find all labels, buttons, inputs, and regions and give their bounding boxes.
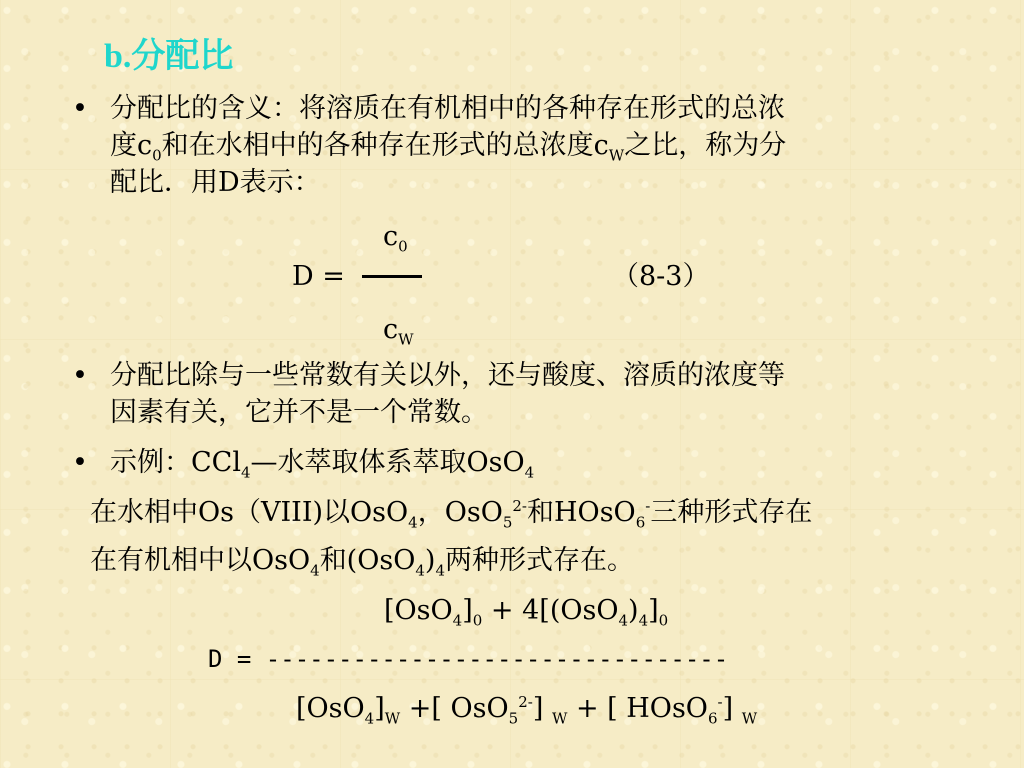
text: 之比，称为分 bbox=[624, 130, 787, 161]
text: 度c bbox=[110, 130, 153, 161]
subscript: W bbox=[398, 330, 414, 349]
definition-line-1: 分配比的含义：将溶质在有机相中的各种存在形式的总浓 bbox=[110, 93, 785, 124]
organic-phase-line bbox=[90, 542, 634, 579]
text: + 4[(OsO bbox=[482, 595, 619, 626]
subscript: 0 bbox=[398, 237, 408, 256]
text: ] bbox=[532, 693, 552, 724]
eq2-denominator bbox=[296, 690, 757, 727]
subscript: W bbox=[608, 146, 625, 165]
eq1-lhs: D = bbox=[292, 261, 345, 292]
text: 和HOsO bbox=[527, 497, 636, 528]
bullet-definition bbox=[110, 90, 990, 201]
bullet-example bbox=[110, 444, 990, 481]
subscript: 4 bbox=[638, 611, 649, 630]
eq2-lhs-with-bar: D = -------------------------------- bbox=[208, 645, 729, 673]
subscript: 4 bbox=[240, 463, 251, 482]
definition-line-3: 配比．用D表示： bbox=[110, 167, 321, 198]
subscript: 6 bbox=[635, 513, 646, 532]
text: ] bbox=[722, 693, 742, 724]
text: 和(OsO bbox=[319, 545, 416, 576]
text: 和在水相中的各种存在形式的总浓度c bbox=[161, 130, 609, 161]
slide-title bbox=[104, 28, 233, 77]
text: c bbox=[383, 314, 399, 345]
subscript: 0 bbox=[658, 611, 669, 630]
subscript: 4 bbox=[310, 561, 320, 580]
text: [OsO bbox=[384, 595, 453, 626]
bullet-dot: • bbox=[72, 93, 88, 124]
subscript: 4 bbox=[415, 561, 425, 580]
definition-line-2 bbox=[110, 127, 990, 164]
text: 示例：CCl bbox=[110, 447, 241, 478]
superscript: 2- bbox=[518, 693, 533, 711]
bullet-dependence bbox=[110, 357, 990, 431]
text: 两种形式存在。 bbox=[445, 545, 634, 576]
bullet-dot: • bbox=[72, 360, 88, 391]
text: 在水相中Os（VIII)以OsO bbox=[90, 497, 409, 528]
eq2-numerator bbox=[384, 592, 668, 629]
superscript: - bbox=[645, 497, 651, 515]
eq1-numerator bbox=[383, 218, 408, 255]
aqueous-phase-line bbox=[90, 494, 812, 531]
superscript: - bbox=[717, 693, 723, 711]
text: c bbox=[383, 221, 399, 252]
text: 三种形式存在 bbox=[650, 497, 813, 528]
bullet-dot: • bbox=[72, 447, 88, 478]
text: ] bbox=[462, 595, 473, 626]
subscript: 4 bbox=[408, 513, 418, 532]
dependence-line-1: 分配比除与一些常数有关以外，还与酸度、溶质的浓度等 bbox=[110, 360, 785, 391]
text: +[ OsO bbox=[400, 693, 509, 724]
text: ] bbox=[648, 595, 659, 626]
text: [OsO bbox=[296, 693, 365, 724]
subscript: 0 bbox=[472, 611, 483, 630]
eq1-label: （8-3） bbox=[612, 261, 710, 292]
text: ] bbox=[374, 693, 385, 724]
text: —水萃取体系萃取OsO bbox=[250, 447, 525, 478]
subscript: W bbox=[741, 709, 758, 728]
eq1-fraction-bar bbox=[362, 275, 422, 278]
subscript: 4 bbox=[524, 463, 535, 482]
subscript: 4 bbox=[435, 561, 445, 580]
subscript: 4 bbox=[364, 709, 375, 728]
dependence-line-2: 因素有关，它并不是一个常数。 bbox=[110, 397, 488, 428]
superscript: 2- bbox=[512, 497, 528, 515]
subscript: 4 bbox=[618, 611, 629, 630]
title-letter: b. bbox=[104, 38, 132, 75]
text: 在有机相中以OsO bbox=[90, 545, 311, 576]
subscript: 4 bbox=[452, 611, 463, 630]
text: ，OsO bbox=[417, 497, 503, 528]
subscript: 6 bbox=[707, 709, 718, 728]
subscript: W bbox=[551, 709, 568, 728]
subscript: 0 bbox=[152, 146, 162, 165]
text: ) bbox=[628, 595, 639, 626]
title-text: 分配比 bbox=[131, 36, 234, 76]
subscript: 5 bbox=[508, 709, 519, 728]
subscript: W bbox=[384, 709, 401, 728]
text: ) bbox=[424, 545, 436, 576]
eq1-denominator bbox=[383, 311, 414, 348]
subscript: 5 bbox=[502, 513, 513, 532]
text: + [ HOsO bbox=[567, 693, 708, 724]
